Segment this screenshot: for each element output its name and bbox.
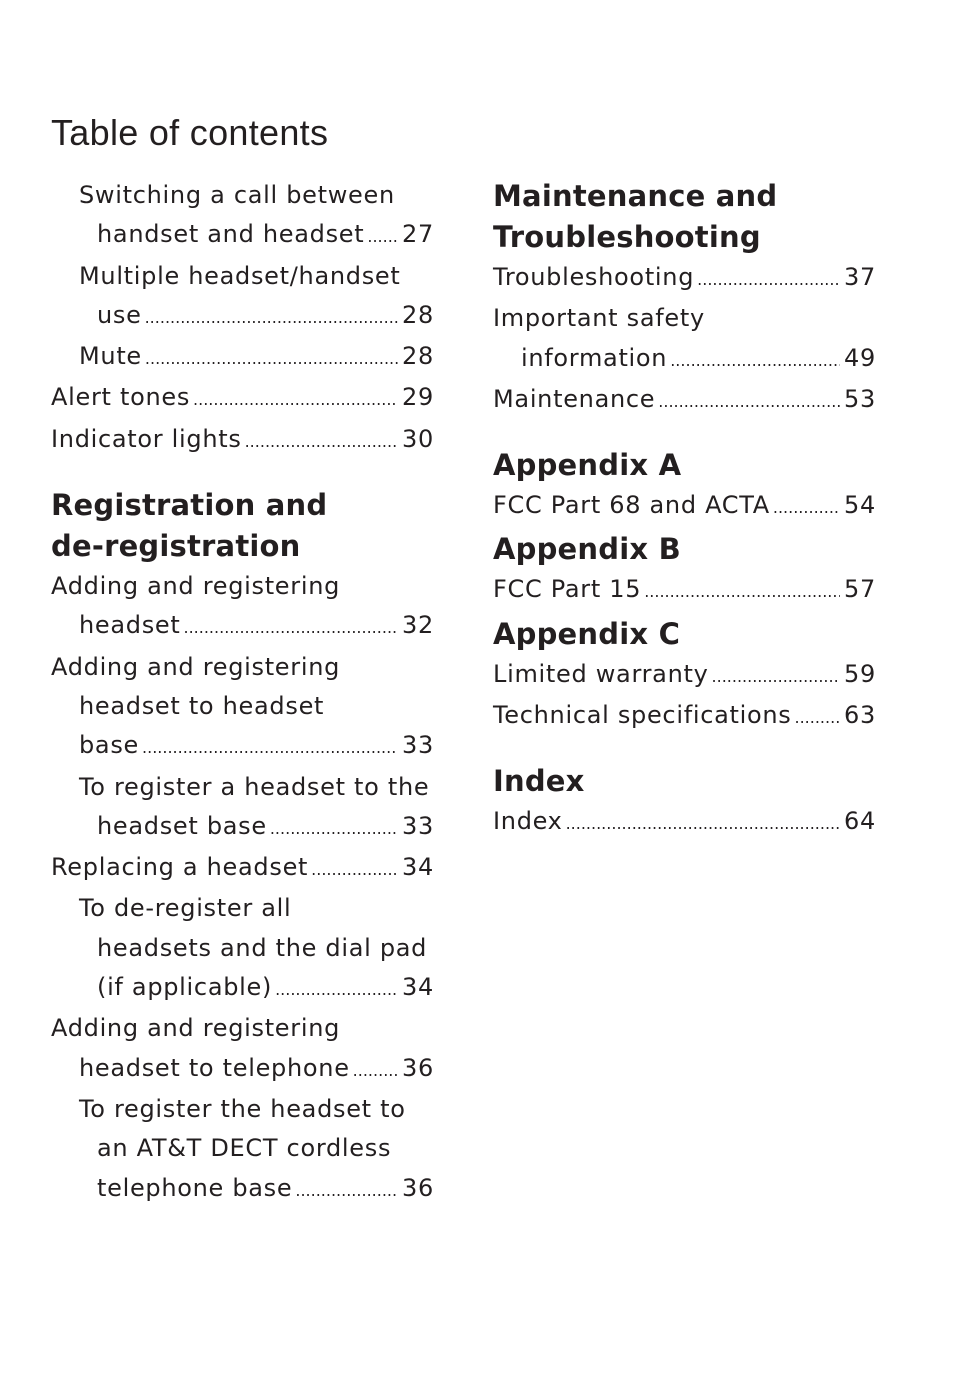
- toc-entry-line: To de-register all: [79, 894, 292, 923]
- dot-leader: [145, 339, 398, 378]
- section-heading-line: Registration and: [51, 488, 328, 523]
- toc-entry-to-register-a-headset-to-the-headset-base[interactable]: [51, 768, 434, 849]
- toc-page-number: 54: [844, 491, 876, 520]
- toc-entry-line: an AT&T DECT cordless: [97, 1134, 392, 1163]
- toc-entry-line: [51, 968, 434, 1009]
- toc-page-number: 33: [402, 811, 434, 840]
- dot-leader: [795, 698, 841, 737]
- toc-entry-text: headset: [79, 611, 181, 640]
- toc-entry-fcc-part-68-and-acta[interactable]: [493, 486, 876, 527]
- toc-entry-maintenance[interactable]: [493, 380, 876, 421]
- toc-left-column: [51, 176, 434, 1210]
- toc-entry-line: To register a headset to the: [79, 772, 430, 801]
- toc-entry-text: Alert tones: [51, 383, 191, 412]
- toc-entry-line: Switching a call between: [79, 181, 395, 209]
- toc-entry-line: To register the headset to: [79, 1094, 406, 1123]
- toc-entry-line: [493, 802, 876, 843]
- toc-entry-text: headset base: [97, 811, 267, 840]
- dot-leader: [145, 298, 398, 337]
- toc-entry-text: Indicator lights: [51, 424, 242, 453]
- toc-entry-line: [493, 258, 876, 299]
- toc-entry-text: Maintenance: [493, 384, 656, 413]
- toc-entry-text: base: [79, 731, 140, 760]
- toc-entry-adding-and-registering-headset-to-telephone[interactable]: [51, 1009, 434, 1090]
- toc-entry-line: [51, 337, 434, 378]
- toc-page-number: 33: [402, 731, 434, 760]
- toc-page-number: 36: [402, 1053, 434, 1082]
- section-heading-registration-and-de-registration: [51, 485, 434, 567]
- toc-entry-line: Important safety: [493, 304, 705, 333]
- toc-entry-adding-and-registering-headset[interactable]: [51, 567, 434, 648]
- toc-entry-text: handset and headset: [97, 220, 365, 249]
- toc-entry-text: headset to telephone: [79, 1053, 350, 1082]
- section-heading-line: Maintenance and: [493, 179, 778, 213]
- dot-leader: [566, 804, 840, 843]
- section-heading-index: [493, 761, 876, 802]
- toc-entry-line: headsets and the dial pad: [97, 933, 428, 962]
- dot-leader: [697, 260, 840, 299]
- toc-entry-line: [51, 848, 434, 889]
- toc-page-number: 37: [844, 263, 876, 291]
- toc-entry-important-safety-information[interactable]: [493, 299, 876, 380]
- toc-entry-text: FCC Part 15: [493, 575, 642, 604]
- section-spacer: [493, 421, 876, 445]
- toc-page-number: 28: [402, 342, 434, 371]
- toc-page-number: 28: [402, 300, 434, 329]
- dot-leader: [142, 728, 398, 767]
- toc-entry-line: [493, 339, 876, 380]
- section-heading-line: Index: [493, 764, 585, 799]
- dot-leader: [773, 488, 840, 527]
- dot-leader: [295, 1171, 398, 1210]
- toc-entry-line: [51, 807, 434, 848]
- dot-leader: [353, 1051, 398, 1090]
- toc-entry-text: Troubleshooting: [493, 263, 695, 291]
- toc-entry-line: headset to headset: [79, 691, 325, 720]
- toc-entry-line: [51, 215, 434, 256]
- toc-entry-indicator-lights[interactable]: [51, 420, 434, 461]
- toc-entry-text: use: [97, 300, 142, 329]
- toc-entry-troubleshooting[interactable]: [493, 258, 876, 299]
- toc-entry-line: [493, 570, 876, 611]
- dot-leader: [670, 341, 840, 380]
- toc-entry-fcc-part-15[interactable]: [493, 570, 876, 611]
- section-heading-maintenance-and-troubleshooting: [493, 176, 876, 258]
- section-heading-appendix-c: [493, 614, 876, 655]
- toc-entry-text: Limited warranty: [493, 659, 709, 688]
- toc-entry-line: [51, 1049, 434, 1090]
- toc-entry-line: [51, 378, 434, 419]
- toc-entry-limited-warranty[interactable]: [493, 655, 876, 696]
- toc-entry-mute[interactable]: [51, 337, 434, 378]
- toc-entry-line: Adding and registering: [51, 1014, 341, 1043]
- dot-leader: [367, 217, 398, 256]
- toc-entry-text: Replacing a headset: [51, 853, 309, 882]
- toc-entry-multiple-headset-handset-use[interactable]: [51, 257, 434, 338]
- toc-page-number: 32: [402, 611, 434, 640]
- dot-leader: [184, 608, 399, 647]
- toc-entry-index[interactable]: [493, 802, 876, 843]
- toc-entry-switching-a-call-between-handset-and-headset[interactable]: [51, 176, 434, 257]
- section-heading-line: de-registration: [51, 529, 301, 564]
- toc-entry-line: [493, 696, 876, 737]
- section-heading-appendix-a: [493, 445, 876, 486]
- toc-entry-line: [493, 486, 876, 527]
- toc-entry-text: FCC Part 68 and ACTA: [493, 491, 770, 520]
- toc-page-number: 59: [844, 659, 876, 688]
- toc-entry-line: [493, 380, 876, 421]
- section-heading-line: Troubleshooting: [493, 220, 761, 254]
- section-spacer: [51, 461, 434, 485]
- dot-leader: [245, 422, 398, 461]
- toc-entry-text: information: [521, 343, 668, 372]
- toc-entry-text: Index: [493, 807, 563, 836]
- toc-page-number: 29: [402, 383, 434, 412]
- dot-leader: [644, 572, 840, 611]
- section-spacer: [493, 737, 876, 761]
- toc-entry-line: [51, 606, 434, 647]
- toc-page-number: 34: [402, 973, 434, 1002]
- page-title: Table of contents: [51, 112, 329, 153]
- toc-page-number: 64: [844, 807, 876, 836]
- toc-right-column: [493, 176, 876, 844]
- section-heading-appendix-b: [493, 529, 876, 570]
- toc-entry-text: Mute: [79, 342, 142, 371]
- toc-page-number: 49: [844, 343, 876, 372]
- toc-entry-line: Adding and registering: [51, 652, 341, 681]
- toc-entry-text: (if applicable): [97, 973, 273, 1002]
- toc-page-number: 63: [844, 701, 876, 730]
- toc-page-number: 36: [402, 1173, 434, 1202]
- dot-leader: [712, 657, 841, 696]
- toc-page-number: 34: [402, 853, 434, 882]
- toc-entry-line: [51, 1169, 434, 1210]
- toc-entry-technical-specifications[interactable]: [493, 696, 876, 737]
- toc-entry-replacing-a-headset[interactable]: [51, 848, 434, 889]
- section-heading-line: Appendix C: [493, 616, 681, 651]
- toc-entry-text: Technical specifications: [493, 701, 792, 730]
- toc-entry-text: telephone base: [97, 1173, 293, 1202]
- toc-page-number: 27: [402, 220, 434, 249]
- section-heading-line: Appendix A: [493, 448, 682, 483]
- toc-entry-to-register-the-headset-to-an-at-t-dect-cordless-telephone-base[interactable]: [51, 1090, 434, 1210]
- toc-entry-line: Multiple headset/handset: [79, 261, 401, 290]
- dot-leader: [275, 970, 398, 1009]
- toc-entry-adding-and-registering-headset-to-headset-base[interactable]: [51, 648, 434, 768]
- section-heading-line: Appendix B: [493, 532, 681, 567]
- toc-page-number: 30: [402, 424, 434, 453]
- toc-page-number: 57: [844, 575, 876, 604]
- dot-leader: [658, 382, 840, 421]
- toc-entry-line: [51, 726, 434, 767]
- toc-entry-line: [51, 296, 434, 337]
- dot-leader: [311, 850, 398, 889]
- toc-page-number: 53: [844, 384, 876, 413]
- toc-entry-line: [51, 420, 434, 461]
- dot-leader: [270, 809, 398, 848]
- toc-entry-line: [493, 655, 876, 696]
- dot-leader: [193, 380, 398, 419]
- toc-entry-line: Adding and registering: [51, 572, 341, 601]
- toc-entry-to-de-register-all-headsets-and-the-dial-pad-if-applicable[interactable]: [51, 889, 434, 1009]
- toc-entry-alert-tones[interactable]: [51, 378, 434, 419]
